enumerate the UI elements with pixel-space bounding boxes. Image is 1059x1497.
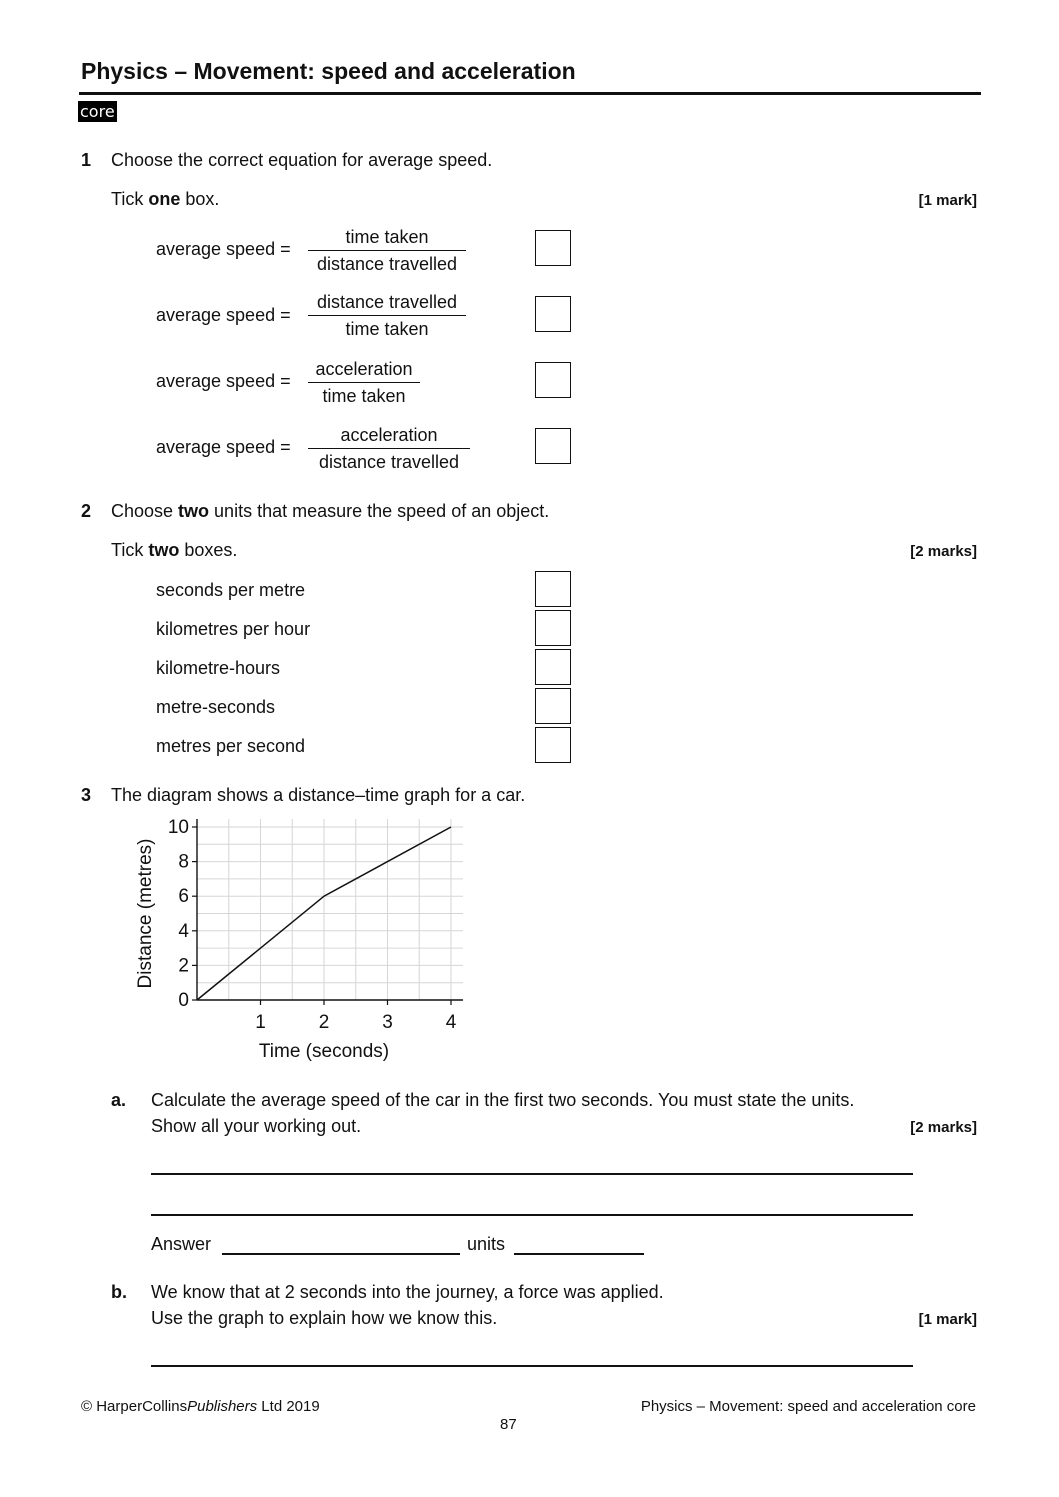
q3a-answer-blank[interactable]	[222, 1253, 460, 1255]
y-tick-label: 10	[167, 817, 189, 838]
q3-prompt: The diagram shows a distance–time graph for a car.	[111, 785, 526, 805]
x-tick-label: 1	[255, 1012, 266, 1033]
fraction-numerator: acceleration	[308, 425, 470, 449]
q1-instruction-post: box.	[180, 189, 220, 209]
fraction-denominator: time taken	[345, 319, 429, 339]
fraction-denominator: time taken	[322, 386, 406, 406]
q2-option-2-checkbox[interactable]	[535, 610, 571, 646]
q3b-answer-line[interactable]	[151, 1365, 913, 1367]
q1-number: 1	[81, 150, 92, 170]
q3a-text-line1: Calculate the average speed of the car in the first two seconds. You must state the units.	[151, 1090, 855, 1110]
x-tick-label: 3	[382, 1012, 393, 1033]
distance-time-chart	[120, 808, 480, 1070]
q2-number: 2	[81, 501, 92, 521]
x-tick-label: 4	[445, 1012, 457, 1033]
q3b-label: b.	[111, 1282, 127, 1302]
q3a-answer-line-1[interactable]	[151, 1173, 913, 1175]
q2-option-4-label: metre-seconds	[156, 697, 276, 717]
q3b-text-line1: We know that at 2 seconds into the journey, a force was applied.	[151, 1282, 664, 1302]
q3a-marks: [2 marks]	[910, 1119, 977, 1136]
q2-option-4-checkbox[interactable]	[535, 688, 571, 724]
q3a-units-label: units	[467, 1234, 506, 1254]
q3a-units-blank[interactable]	[514, 1253, 644, 1255]
y-tick-label: 4	[178, 920, 189, 942]
q2-instruction	[111, 540, 237, 561]
q1-option-1-fraction	[308, 227, 466, 275]
x-tick-label: 2	[318, 1012, 330, 1033]
q2-instruction-post: boxes.	[179, 540, 238, 560]
q3b-marks: [1 mark]	[918, 1311, 977, 1328]
q2-option-1-checkbox[interactable]	[535, 571, 571, 607]
copyright-italic: Publishers	[187, 1398, 258, 1415]
q2-option-3-checkbox[interactable]	[535, 649, 571, 685]
chart-grid	[197, 819, 463, 1000]
q1-option-2-lhs: average speed =	[156, 305, 291, 325]
q2-option-3-label: kilometre-hours	[156, 658, 281, 678]
q1-option-3-fraction	[308, 359, 420, 407]
y-tick-label: 0	[178, 990, 189, 1011]
level-badge: core	[80, 102, 115, 121]
q2-prompt	[111, 501, 549, 522]
q1-instruction-pre: Tick	[111, 189, 149, 209]
q2-prompt-post: units that measure the speed of an object.	[209, 501, 550, 521]
q2-instruction-pre: Tick	[111, 540, 149, 560]
q1-marks: [1 mark]	[918, 192, 977, 209]
q1-option-3-checkbox[interactable]	[535, 362, 571, 398]
q1-option-4-lhs: average speed =	[156, 437, 291, 457]
q1-instruction-bold: one	[148, 189, 181, 209]
q2-instruction-bold: two	[148, 540, 180, 560]
q2-marks: [2 marks]	[910, 543, 977, 560]
q1-option-4-fraction	[308, 425, 470, 473]
fraction-denominator: distance travelled	[316, 254, 458, 274]
y-tick-label: 2	[178, 955, 189, 977]
q1-prompt: Choose the correct equation for average speed.	[111, 150, 493, 170]
q2-option-2-label: kilometres per hour	[156, 619, 311, 639]
y-tick-label: 8	[178, 851, 189, 873]
page-title: Physics – Movement: speed and acceleration	[81, 58, 576, 84]
fraction-numerator: acceleration	[308, 359, 420, 383]
q2-prompt-pre: Choose	[111, 501, 179, 521]
copyright-post: Ltd 2019	[257, 1398, 320, 1415]
q3b-text-line2: Use the graph to explain how we know this.	[151, 1308, 498, 1328]
q3a-label: a.	[111, 1090, 127, 1110]
page-number: 87	[500, 1416, 517, 1433]
fraction-numerator: distance travelled	[308, 292, 466, 316]
y-tick-label: 6	[178, 886, 189, 908]
fraction-numerator: time taken	[308, 227, 466, 251]
q1-option-1-lhs: average speed =	[156, 239, 291, 259]
title-rule	[79, 92, 981, 95]
q3a-text-line2: Show all your working out.	[151, 1116, 362, 1136]
y-axis-label: Distance (metres)	[135, 838, 156, 989]
chart-axes	[197, 819, 463, 1000]
q1-option-3-lhs: average speed =	[156, 371, 291, 391]
footer-copyright	[81, 1398, 320, 1415]
q2-option-1-label: seconds per metre	[156, 580, 306, 600]
q3a-answer-label: Answer	[151, 1234, 212, 1254]
x-axis-label: Time (seconds)	[258, 1041, 390, 1062]
q1-option-4-checkbox[interactable]	[535, 428, 571, 464]
fraction-denominator: distance travelled	[318, 452, 460, 472]
q1-option-2-checkbox[interactable]	[535, 296, 571, 332]
q3-number: 3	[81, 785, 92, 805]
q1-option-1-checkbox[interactable]	[535, 230, 571, 266]
q2-prompt-bold: two	[178, 501, 210, 521]
footer-title: Physics – Movement: speed and acceleration core	[640, 1398, 976, 1415]
copyright-pre: © HarperCollins	[81, 1398, 188, 1415]
q2-option-5-label: metres per second	[156, 736, 306, 756]
q1-option-2-fraction	[308, 292, 466, 340]
q2-option-5-checkbox[interactable]	[535, 727, 571, 763]
q1-instruction	[111, 189, 219, 210]
q3a-answer-line-2[interactable]	[151, 1214, 913, 1216]
